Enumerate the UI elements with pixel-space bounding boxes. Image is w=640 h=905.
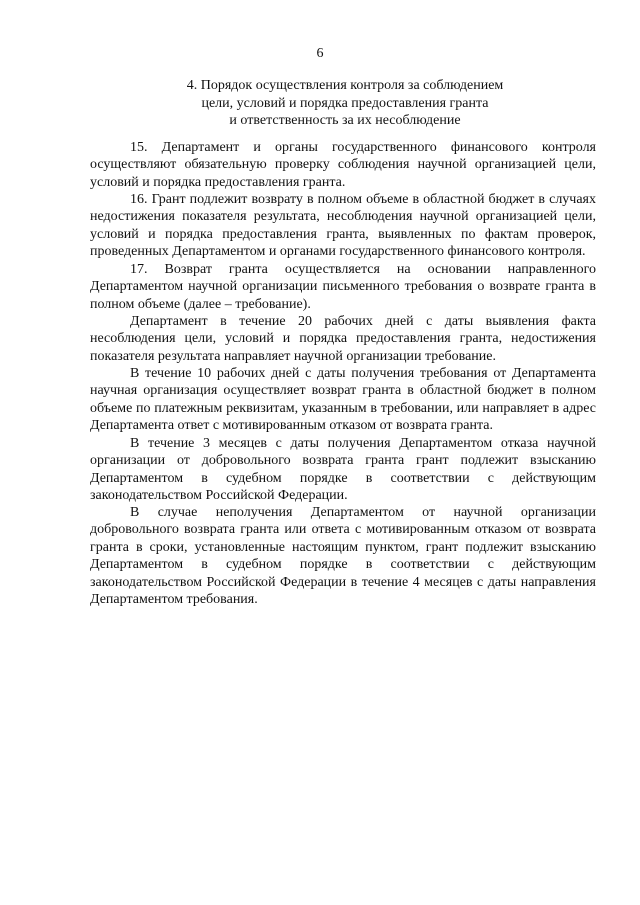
paragraph-15: 15. Департамент и органы государственного финансового контроля осуществляют обязательную проверку соблюдения научной организацией цели, условий и порядка предоставления гранта. [90, 140, 596, 190]
section-title [90, 77, 600, 130]
paragraph-16: 16. Грант подлежит возврату в полном объеме в областной бюджет в случаях недостижения показателя результата, несоблюдения научной организацией цели, условий и порядка предоставления гранта, выявленных по фактам проверок, проведенных Департаментом и органами государственного финансового контроля. [90, 192, 596, 260]
paragraph-17-court-recovery: В течение 3 месяцев с даты получения Департаментом отказа научной организации от добровольного возврата гранта грант подлежит взысканию Департаментом в судебном порядке в соответствии с действующим законодательством Российской Федерации. [90, 436, 596, 504]
section-title-line: цели, условий и порядка предоставления гранта [201, 95, 489, 111]
paragraph-17-nonreceipt: В случае неполучения Департаментом от научной организации добровольного возврата гранта или ответа с мотивированным отказом от возврата гранта в сроки, установленные настоящим пунктом, грант подлежит взысканию Департаментом в судебном порядке в соответствии с действующим законодательством Российской Федерации в течение 4 месяцев с даты направления Департаментом требования. [90, 505, 596, 608]
page-number: 6 [316, 46, 324, 61]
section-title-line: 4. Порядок осуществления контроля за соблюдением [186, 78, 504, 93]
paragraph-17-refund-deadline: В течение 10 рабочих дней с даты получения требования от Департамента научная организация осуществляет возврат гранта в областной бюджет в полном объеме по платежным реквизитам, указанным в требовании, или направляет в адрес Департамента ответ с мотивированным отказом от возврата гранта. [90, 366, 596, 434]
section-title-line: и ответственность за их несоблюдение [229, 113, 461, 128]
paragraph-17-department-deadline: Департамент в течение 20 рабочих дней с даты выявления факта несоблюдения цели, условий и порядка предоставления гранта, недостижения показателя результата направляет научной организации требование. [90, 314, 596, 364]
paragraph-17: 17. Возврат гранта осуществляется на основании направленного Департаментом научной организации письменного требования о возврате гранта в полном объеме (далее – требование). [90, 262, 596, 312]
